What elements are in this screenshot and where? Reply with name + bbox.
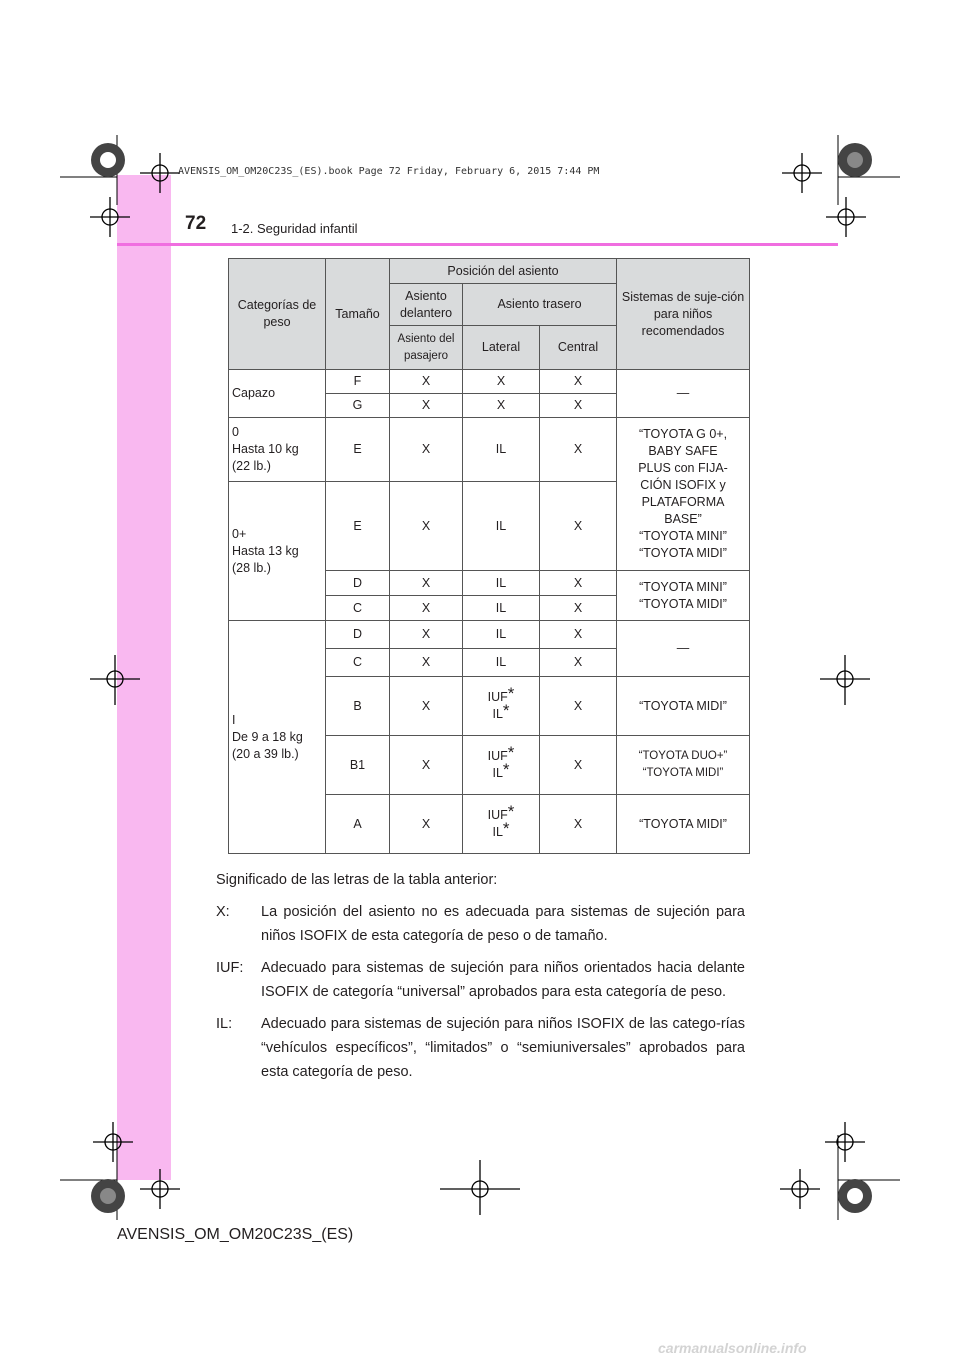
header-rule xyxy=(117,243,838,246)
passenger-cell: X xyxy=(390,394,463,418)
passenger-cell: X xyxy=(390,370,463,394)
central-cell: X xyxy=(540,571,617,596)
book-stamp: AVENSIS_OM_OM20C23S_(ES).book Page 72 Friday, February 6, 2015 7:44 PM xyxy=(178,166,600,177)
size-cell: C xyxy=(326,596,390,621)
central-cell: X xyxy=(540,736,617,795)
legend-item xyxy=(216,900,745,948)
passenger-cell: X xyxy=(390,482,463,571)
size-cell: C xyxy=(326,649,390,677)
legend-key: IL: xyxy=(216,1016,233,1032)
size-cell: F xyxy=(326,370,390,394)
legend-text: Adecuado para sistemas de sujeción para niños ISOFIX de las catego-rías “vehículos específicos”, “limitados” o “semiuniversales” aprobados para esta categoría de peso. xyxy=(261,1016,745,1080)
header-passenger-seat: Asiento del pasajero xyxy=(390,326,463,370)
central-cell: X xyxy=(540,596,617,621)
category-cell: 0+ Hasta 13 kg (28 lb.) xyxy=(229,482,326,621)
lateral-cell: X xyxy=(463,394,540,418)
isofix-seat-table xyxy=(228,258,750,854)
category-cell: 0 Hasta 10 kg (22 lb.) xyxy=(229,418,326,482)
central-cell: X xyxy=(540,795,617,854)
size-cell: B xyxy=(326,677,390,736)
recommended-cell: — xyxy=(617,370,750,418)
central-cell: X xyxy=(540,649,617,677)
central-cell: X xyxy=(540,394,617,418)
passenger-cell: X xyxy=(390,795,463,854)
recommended-cell: “TOYOTA MIDI” xyxy=(617,677,750,736)
page-number: 72 xyxy=(185,213,207,234)
category-cell: I De 9 a 18 kg (20 a 39 lb.) xyxy=(229,621,326,854)
lateral-cell: IL xyxy=(463,596,540,621)
recommended-cell: “TOYOTA G 0+, BABY SAFE PLUS con FIJA- CIÓN ISOFIX y PLATAFORMA BASE” “TOYOTA MINI” “TOYOTA MIDI” xyxy=(617,418,750,571)
size-cell: E xyxy=(326,418,390,482)
recommended-cell: “TOYOTA MINI” “TOYOTA MIDI” xyxy=(617,571,750,621)
footer-code: AVENSIS_OM_OM20C23S_(ES) xyxy=(117,1226,354,1243)
passenger-cell: X xyxy=(390,596,463,621)
table-row xyxy=(229,621,750,649)
lateral-cell: IL xyxy=(463,482,540,571)
section-title: 1-2. Seguridad infantil xyxy=(231,221,358,236)
lateral-cell: IL xyxy=(463,418,540,482)
size-cell: B1 xyxy=(326,736,390,795)
category-cell: Capazo xyxy=(229,370,326,418)
header-front-seat: Asiento delantero xyxy=(390,284,463,326)
passenger-cell: X xyxy=(390,418,463,482)
size-cell: G xyxy=(326,394,390,418)
size-cell: E xyxy=(326,482,390,571)
legend xyxy=(216,868,745,1092)
legend-text: La posición del asiento no es adecuada para sistemas de sujeción para niños ISOFIX de esta categoría de peso o de tamaño. xyxy=(261,904,745,944)
recommended-cell: “TOYOTA DUO+” “TOYOTA MIDI” xyxy=(617,736,750,795)
size-cell: D xyxy=(326,571,390,596)
table-row xyxy=(229,370,750,394)
passenger-cell: X xyxy=(390,571,463,596)
lateral-cell: X xyxy=(463,370,540,394)
central-cell: X xyxy=(540,621,617,649)
header-lateral: Lateral xyxy=(463,326,540,370)
watermark: carmanualsonline.info xyxy=(658,1340,807,1356)
legend-item xyxy=(216,1012,745,1084)
header-weight-category: Categorías de peso xyxy=(229,259,326,370)
recommended-cell: “TOYOTA MIDI” xyxy=(617,795,750,854)
lateral-cell: IUF* IL* xyxy=(463,736,540,795)
size-cell: D xyxy=(326,621,390,649)
central-cell: X xyxy=(540,418,617,482)
lateral-cell: IL xyxy=(463,621,540,649)
legend-text: Adecuado para sistemas de sujeción para niños orientados hacia delante ISOFIX de categoría “universal” aprobados para esta categoría de peso. xyxy=(261,960,745,1000)
central-cell: X xyxy=(540,370,617,394)
header-recommended: Sistemas de suje-ción para niños recomendados xyxy=(617,259,750,370)
legend-intro: Significado de las letras de la tabla anterior: xyxy=(216,872,498,888)
table-row xyxy=(229,418,750,482)
size-cell: A xyxy=(326,795,390,854)
lateral-cell: IL xyxy=(463,649,540,677)
header-size: Tamaño xyxy=(326,259,390,370)
legend-item xyxy=(216,956,745,1004)
header-seat-position: Posición del asiento xyxy=(390,259,617,284)
lateral-cell: IL xyxy=(463,571,540,596)
passenger-cell: X xyxy=(390,677,463,736)
side-tab-strip xyxy=(117,175,171,1180)
legend-key: X: xyxy=(216,904,230,920)
lateral-cell: IUF* IL* xyxy=(463,795,540,854)
header-rear-seat: Asiento trasero xyxy=(463,284,617,326)
header-central: Central xyxy=(540,326,617,370)
lateral-cell: IUF* IL* xyxy=(463,677,540,736)
recommended-cell: — xyxy=(617,621,750,677)
passenger-cell: X xyxy=(390,736,463,795)
passenger-cell: X xyxy=(390,649,463,677)
central-cell: X xyxy=(540,677,617,736)
passenger-cell: X xyxy=(390,621,463,649)
legend-key: IUF: xyxy=(216,960,244,976)
central-cell: X xyxy=(540,482,617,571)
